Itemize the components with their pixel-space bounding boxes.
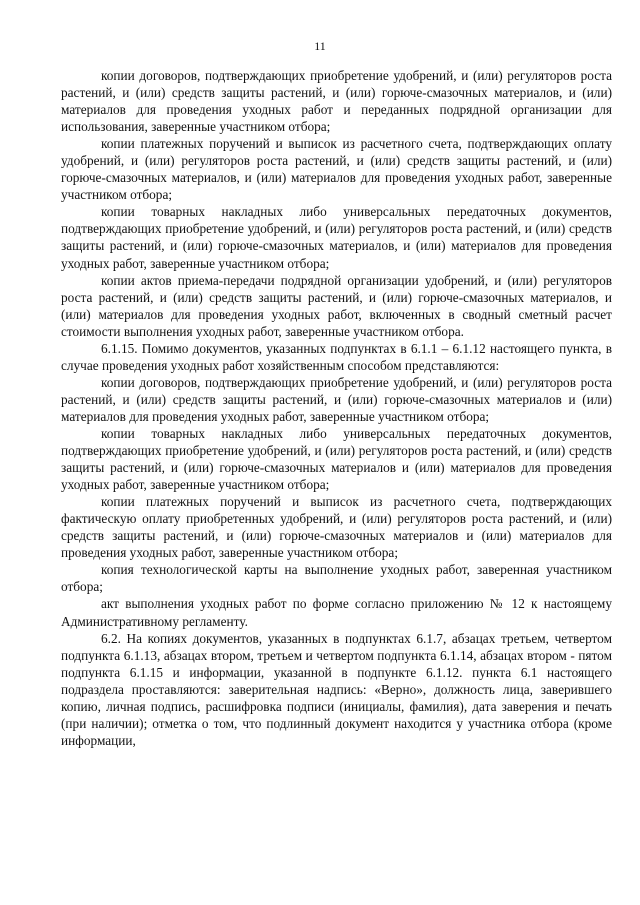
paragraph-clause-6-1-15: 6.1.15. Помимо документов, указанных подпунктах в 6.1.1 – 6.1.12 настоящего пункта, в случае проведения уходных работ хозяйственным способом представляются:: [61, 340, 612, 373]
body-text: [61, 67, 612, 749]
paragraph-contracts-copies-own: копии договоров, подтверждающих приобретение удобрений, и (или) регуляторов роста растений, и (или) средств защиты растений, и (или) горюче-смазочных материалов и (или) материалов для проведения уходных работ, заверенные участником отбора;: [61, 374, 612, 424]
paragraph-waybills-own: копии товарных накладных либо универсальных передаточных документов, подтверждающих приобретение удобрений, и (или) регуляторов роста растений, и (или) средств защиты растений, и (или) горюче-смазочных материалов и (или) материалов для проведения уходных работ, заверенные участником отбора;: [61, 425, 612, 493]
paragraph-work-act: акт выполнения уходных работ по форме согласно приложению № 12 к настоящему Административному регламенту.: [61, 596, 612, 629]
paragraph-transfer-acts: копии актов приема-передачи подрядной организации удобрений, и (или) регуляторов роста растений, и (или) средств защиты растений, и (или) горюче-смазочных материалов, и (или) материалов для проведения уходных работ, включенных в сводный сметный расчет стоимости выполнения уходных работ, заверенные участником отбора.: [61, 272, 612, 339]
paragraph-clause-6-2: 6.2. На копиях документов, указанных в подпунктах 6.1.7, абзацах третьем, четвертом подпункта 6.1.13, абзацах втором, третьем и четвертом подпункта 6.1.14, абзацах втором - пятом подпункта 6.1.15 и информации, указанной в подпункте 6.1.12. пункта 6.1 настоящего подраздела проставляются: заверительная надпись: «Верно», должность лица, заверившего копию, личная подпись, расшифровка подписи (инициалы, фамилия), дата заверения и печать (при наличии); отметка о том, что подлинный документ находится у участника отбора (кроме информации,: [61, 630, 612, 748]
paragraph-waybills: копии товарных накладных либо универсальных передаточных документов, подтверждающих приобретение удобрений, и (или) регуляторов роста растений, и (или) средств защиты растений, и (или) горюче-смазочных материалов, и (или) материалов для проведения уходных работ, заверенные участником отбора;: [61, 204, 612, 271]
paragraph-tech-card: копия технологической карты на выполнение уходных работ, заверенная участником отбора;: [61, 562, 612, 595]
paragraph-contracts-copies: копии договоров, подтверждающих приобретение удобрений, и (или) регуляторов роста растений, и (или) средств защиты растений, и (или) горюче-смазочных материалов, и (или) материалов для проведения уходных работ и переданных подрядной организации для использования, заверенные участником отбора;: [61, 68, 612, 135]
paragraph-payment-orders: копии платежных поручений и выписок из расчетного счета, подтверждающих оплату удобрений, и (или) регуляторов роста растений, и (или) средств защиты растений, и (или) горюче-смазочных материалов, и (или) материалов для проведения уходных работ, заверенные участником отбора;: [61, 136, 612, 203]
paragraph-payment-orders-own: копии платежных поручений и выписок из расчетного счета, подтверждающих фактическую оплату приобретенных удобрений, и (или) регуляторов роста растений, и (или) средств защиты растений, и (или) горюче-смазочных материалов и (или) материалов для проведения уходных работ, заверенные участником отбора;: [61, 494, 612, 561]
page-number: 11: [314, 39, 326, 53]
